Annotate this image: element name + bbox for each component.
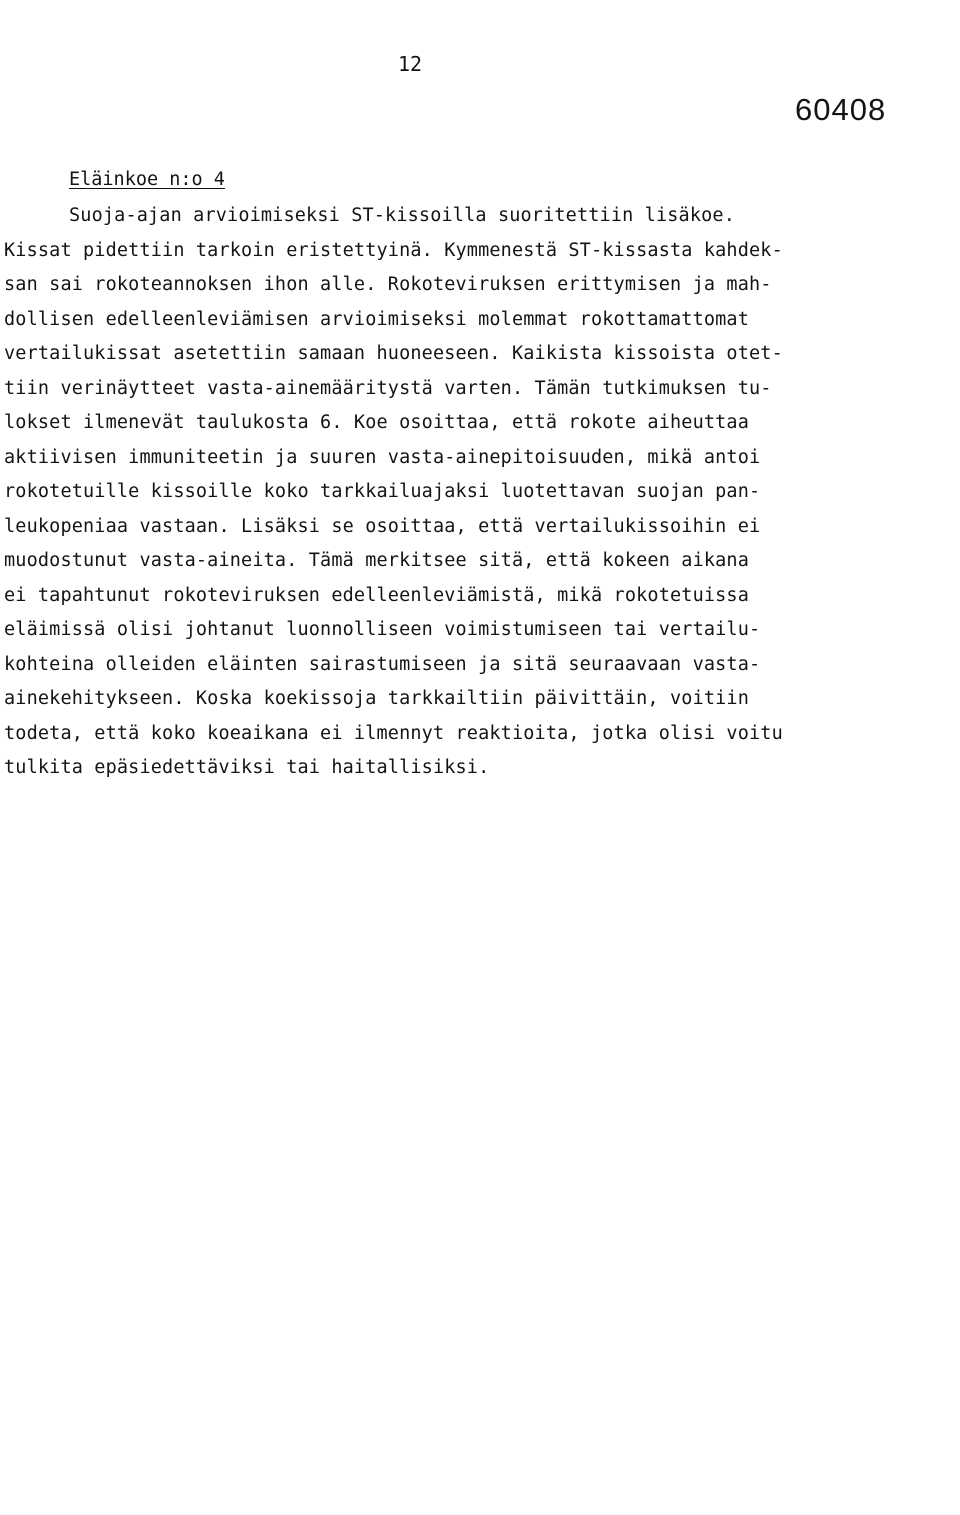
document-id: 60408 xyxy=(795,92,887,127)
paragraph-line: rokotetuille kissoille koko tarkkailuajaksi luotettavan suojan pan- xyxy=(4,481,761,502)
paragraph-line: eläimissä olisi johtanut luonnolliseen voimistumiseen tai vertailu- xyxy=(4,619,761,640)
paragraph-line: Suoja-ajan arvioimiseksi ST-kissoilla suoritettiin lisäkoe. xyxy=(69,205,735,226)
paragraph-line: tulkita epäsiedettäviksi tai haitallisiksi. xyxy=(4,757,490,778)
paragraph-line: muodostunut vasta-aineita. Tämä merkitsee sitä, että kokeen aikana xyxy=(4,550,750,571)
page-number: 12 xyxy=(397,52,423,76)
paragraph-line: todeta, että koko koeaikana ei ilmennyt reaktioita, jotka olisi voitu xyxy=(4,722,783,744)
paragraph-line: leukopeniaa vastaan. Lisäksi se osoittaa, että vertailukissoihin ei xyxy=(4,515,761,537)
paragraph-line: kohteina olleiden eläinten sairastumiseen ja sitä seuraavaan vasta- xyxy=(4,653,761,675)
paragraph-line: lokset ilmenevät taulukosta 6. Koe osoittaa, että rokote aiheuttaa xyxy=(4,412,750,433)
paragraph-line: tiin verinäytteet vasta-ainemääritystä varten. Tämän tutkimuksen tu- xyxy=(4,377,772,399)
paragraph-line: ei tapahtunut rokoteviruksen edelleenleviämistä, mikä rokotetuissa xyxy=(4,584,750,606)
paragraph-line: san sai rokoteannoksen ihon alle. Rokoteviruksen erittymisen ja mah- xyxy=(4,274,772,295)
section-heading: Eläinkoe n:o 4 xyxy=(69,169,225,190)
paragraph-line: aktiivisen immuniteetin ja suuren vasta-ainepitoisuuden, mikä antoi xyxy=(4,446,761,468)
body-paragraph xyxy=(4,199,954,786)
paragraph-line: Kissat pidettiin tarkoin eristettyinä. Kymmenestä ST-kissasta kahdek- xyxy=(4,239,783,261)
paragraph-line: dollisen edelleenleviämisen arvioimiseksi molemmat rokottamattomat xyxy=(4,308,750,330)
paragraph-line: vertailukissat asetettiin samaan huoneeseen. Kaikista kissoista otet- xyxy=(4,343,783,364)
paragraph-line: ainekehitykseen. Koska koekissoja tarkkailtiin päivittäin, voitiin xyxy=(4,688,750,709)
